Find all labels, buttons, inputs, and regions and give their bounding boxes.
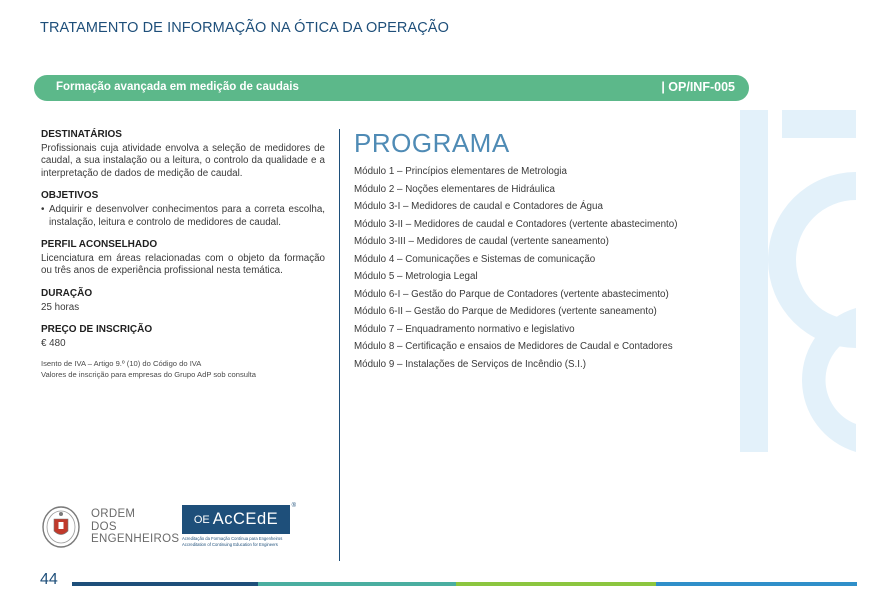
footer-bar-segment	[656, 582, 857, 586]
duracao-text: 25 horas	[41, 301, 80, 313]
accede-prefix: OE	[193, 513, 210, 526]
list-item: Módulo 2 – Noções elementares de Hidráulica	[354, 183, 555, 195]
accede-name: AcCEdE	[212, 510, 279, 528]
accede-badge	[182, 503, 296, 534]
duracao-section	[41, 288, 325, 314]
course-banner	[34, 75, 749, 101]
perfil-text: Licenciatura em áreas relacionadas com o objeto da formação ou três anos de experiência profissional nesta temática.	[41, 252, 325, 277]
list-item: Módulo 8 – Certificação e ensaios de Medidores de Caudal e Contadores	[354, 341, 673, 352]
list-item: Módulo 1 – Princípios elementares de Metrologia	[354, 166, 567, 177]
perfil-title: PERFIL ACONSELHADO	[41, 239, 158, 251]
ordem-line: DOS	[91, 520, 117, 533]
bullet-icon: •	[41, 203, 45, 215]
objetivos-title: OBJETIVOS	[41, 190, 99, 202]
objetivos-section	[41, 190, 325, 229]
accede-logo	[182, 503, 296, 549]
list-item: Módulo 5 – Metrologia Legal	[354, 271, 478, 282]
column-divider	[339, 129, 340, 561]
objetivos-item-text: Adquirir e desenvolver conhecimentos para a correta escolha, instalação, leitura e controlo de medidores de caudal.	[49, 203, 325, 228]
list-item: Módulo 4 – Comunicações e Sistemas de comunicação	[354, 253, 596, 265]
course-code: | OP/INF-005	[661, 80, 735, 94]
ordem-seal-icon	[41, 505, 81, 549]
accede-subtitle-line: Accreditation of Continuing Education for Engineers	[182, 541, 278, 547]
list-item: Módulo 7 – Enquadramento normativo e legislativo	[354, 323, 575, 335]
price-notes	[41, 358, 325, 380]
accede-subtitle	[182, 536, 290, 547]
list-item: Módulo 6-I – Gestão do Parque de Contadores (vertente abastecimento)	[354, 288, 669, 300]
destinatarios-title: DESTINATÁRIOS	[41, 129, 122, 140]
decorative-letters-graphic	[738, 108, 858, 454]
ordem-text	[91, 508, 179, 546]
destinatarios-section	[41, 129, 325, 180]
note-iva: Isento de IVA – Artigo 9.º (10) do Código do IVA	[41, 359, 202, 369]
ordem-line: ORDEM	[91, 508, 136, 521]
module-list	[354, 163, 734, 373]
duracao-title: DURAÇÃO	[41, 287, 93, 299]
preco-section	[41, 324, 325, 350]
list-item: Módulo 9 – Instalações de Serviços de Incêndio (S.I.)	[354, 358, 586, 370]
course-info-column	[41, 129, 325, 380]
ordem-engenheiros-logo	[41, 505, 179, 549]
footer-bar-segment	[72, 582, 258, 586]
registered-mark: ®	[291, 503, 296, 509]
objetivos-bullet-item	[41, 204, 325, 229]
list-item: Módulo 6-II – Gestão do Parque de Medidores (vertente saneamento)	[354, 306, 657, 317]
note-adp: Valores de inscrição para empresas do Grupo AdP sob consulta	[41, 370, 256, 380]
page-number: 44	[40, 571, 58, 588]
accede-subtitle-line: Acreditação da Formação Contínua para Engenheiros	[182, 536, 283, 541]
page-header-title: TRATAMENTO DE INFORMAÇÃO NA ÓTICA DA OPERAÇÃO	[40, 20, 449, 36]
perfil-section	[41, 239, 325, 278]
list-item: Módulo 3-II – Medidores de caudal e Contadores (vertente abastecimento)	[354, 218, 678, 230]
footer-bar-segment	[258, 582, 456, 586]
footer-bar-segment	[456, 582, 656, 586]
programa-title: PROGRAMA	[354, 128, 510, 158]
ordem-line: ENGENHEIROS	[91, 533, 180, 546]
course-name: Formação avançada em medição de caudais	[56, 81, 299, 93]
list-item: Módulo 3-III – Medidores de caudal (vertente saneamento)	[354, 236, 609, 247]
list-item: Módulo 3-I – Medidores de caudal e Contadores de Água	[354, 201, 603, 212]
destinatarios-text: Profissionais cuja atividade envolva a seleção de medidores de caudal, a sua instalação ou a leitura, o controlo da qualidade e a interpretação de dados de medição de caudal.	[41, 142, 325, 179]
preco-title: PREÇO DE INSCRIÇÃO	[41, 324, 153, 336]
preco-text: € 480	[41, 337, 66, 349]
